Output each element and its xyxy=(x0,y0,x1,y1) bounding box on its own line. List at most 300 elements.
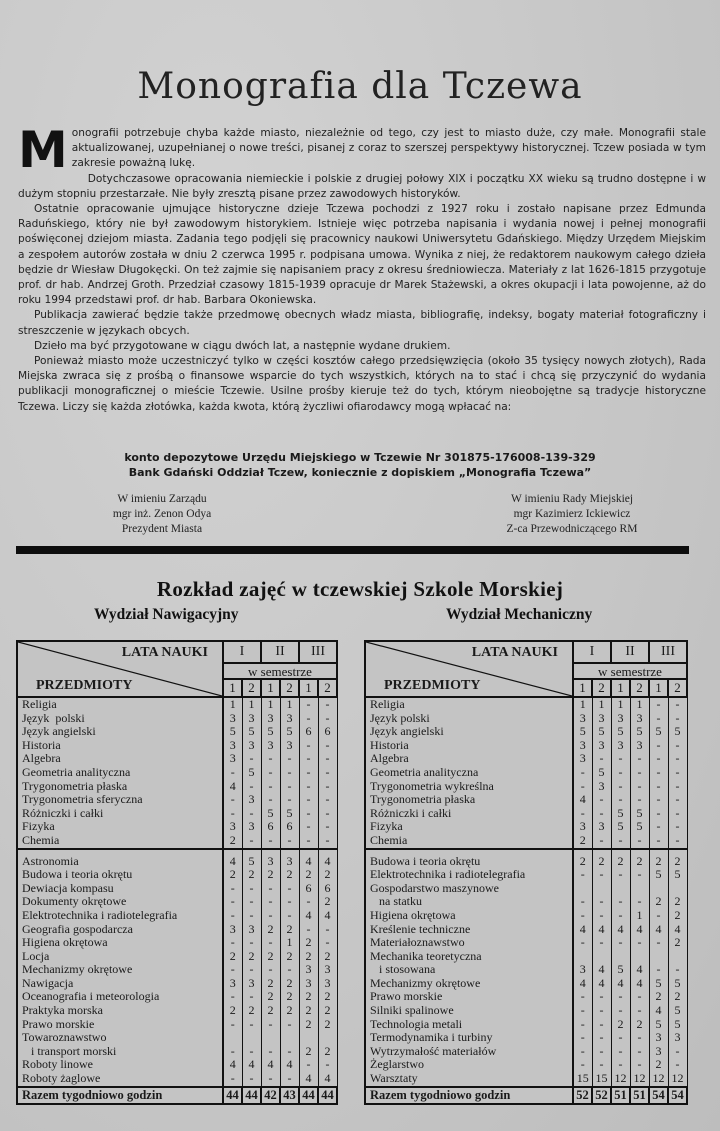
hours-cell: 2 xyxy=(223,868,242,882)
hours-cell: 2 xyxy=(280,950,299,964)
hours-cell: - xyxy=(242,807,261,821)
table-row xyxy=(17,752,337,766)
hours-cell: - xyxy=(630,990,649,1004)
hours-cell xyxy=(280,1031,299,1045)
hours-cell: - xyxy=(318,820,337,834)
hours-cell: 2 xyxy=(242,950,261,964)
semester-number: 2 xyxy=(592,679,611,697)
hours-cell: - xyxy=(630,780,649,794)
hours-cell: 2 xyxy=(318,950,337,964)
hours-cell: 3 xyxy=(592,820,611,834)
hours-cell: 4 xyxy=(592,963,611,977)
hours-cell: - xyxy=(299,923,318,937)
table-row xyxy=(17,739,337,753)
hours-cell: 4 xyxy=(573,923,592,937)
hours-cell: - xyxy=(611,990,630,1004)
hours-cell xyxy=(318,1031,337,1045)
hours-cell xyxy=(649,950,668,964)
hours-cell: 5 xyxy=(630,820,649,834)
hours-cell: - xyxy=(280,780,299,794)
table-row xyxy=(17,1031,337,1045)
total-cell: 51 xyxy=(630,1087,649,1104)
table-row xyxy=(17,712,337,726)
hours-cell: 3 xyxy=(592,739,611,753)
hours-cell: 5 xyxy=(649,977,668,991)
signature-right: W imieniu Rady Miejskiej mgr Kazimierz Ickiewicz Z-ca Przewodniczącego RM xyxy=(506,493,638,535)
faculty-title-mechanical: Wydział Mechaniczny xyxy=(446,606,593,623)
hours-cell: - xyxy=(573,895,592,909)
przedmioty-label: PRZEDMIOTY xyxy=(384,678,481,693)
hours-cell: 4 xyxy=(592,923,611,937)
table-row xyxy=(365,807,687,821)
hours-cell: - xyxy=(611,868,630,882)
table-row xyxy=(365,990,687,1004)
hours-cell: - xyxy=(318,712,337,726)
hours-cell: 4 xyxy=(242,1058,261,1072)
subject-name: Elektrotechnika i radiotelegrafia xyxy=(365,868,573,882)
schedule-title: Rozkład zajęć w tczewskiej Szkole Morskiej xyxy=(156,577,564,601)
hours-cell: 2 xyxy=(649,895,668,909)
subject-name: Fizyka xyxy=(17,820,223,834)
hours-cell: - xyxy=(299,1058,318,1072)
hours-cell: 5 xyxy=(573,725,592,739)
hours-cell: - xyxy=(318,1058,337,1072)
hours-cell: - xyxy=(668,963,687,977)
hours-cell: - xyxy=(611,1045,630,1059)
hours-cell: 2 xyxy=(668,909,687,923)
hours-cell: 2 xyxy=(223,834,242,849)
hours-cell: - xyxy=(299,793,318,807)
hours-cell: 2 xyxy=(261,990,280,1004)
hours-cell: 3 xyxy=(630,739,649,753)
hours-cell: - xyxy=(630,868,649,882)
hours-cell: - xyxy=(611,1004,630,1018)
hours-cell: 2 xyxy=(630,855,649,869)
hours-cell: 2 xyxy=(242,1004,261,1018)
hours-cell: 15 xyxy=(592,1072,611,1087)
hours-cell xyxy=(573,882,592,896)
semester-number: 2 xyxy=(630,679,649,697)
hours-cell: 5 xyxy=(242,725,261,739)
hours-cell: - xyxy=(611,895,630,909)
hours-cell: - xyxy=(299,739,318,753)
subject-name: Trygonometria płaska xyxy=(17,780,223,794)
hours-cell: - xyxy=(242,882,261,896)
hours-cell: - xyxy=(668,697,687,712)
hours-cell xyxy=(611,950,630,964)
hours-cell: - xyxy=(261,936,280,950)
hours-cell: 3 xyxy=(223,712,242,726)
hours-cell: 2 xyxy=(611,855,630,869)
hours-cell: - xyxy=(280,834,299,849)
hours-cell: 2 xyxy=(318,1018,337,1032)
hours-cell: 1 xyxy=(611,697,630,712)
hours-cell: - xyxy=(318,793,337,807)
hours-cell: - xyxy=(668,766,687,780)
hours-cell: 4 xyxy=(649,1004,668,1018)
hours-cell: - xyxy=(630,936,649,950)
table-row xyxy=(17,725,337,739)
table-row xyxy=(17,820,337,834)
semester-label: w semestrze xyxy=(223,663,337,679)
hours-cell: 4 xyxy=(223,855,242,869)
hours-cell: 5 xyxy=(280,725,299,739)
account-number: konto depozytowe Urzędu Miejskiego w Tczewie Nr 301875-176008-139-329 xyxy=(124,451,596,464)
table-row xyxy=(365,936,687,950)
hours-cell: 4 xyxy=(630,923,649,937)
hours-cell: 6 xyxy=(280,820,299,834)
semester-number: 1 xyxy=(261,679,280,697)
faculty-title-navigation: Wydział Nawigacyjny xyxy=(94,606,239,623)
table-row xyxy=(365,766,687,780)
hours-cell: 2 xyxy=(630,1018,649,1032)
hours-cell: 4 xyxy=(318,909,337,923)
hours-cell: 4 xyxy=(649,923,668,937)
table-row xyxy=(17,950,337,964)
article-paragraph: Dotychczasowe opracowania niemieckie i polskie z drugiej połowy XIX i początku XX wieku są trudno dostępne i w dużym stopniu przestarzałe. Nie były zresztą pisane przez zawodowych historyków. xyxy=(18,172,706,200)
table-row xyxy=(17,807,337,821)
hours-cell: - xyxy=(261,909,280,923)
article-body xyxy=(18,121,706,415)
hours-cell: 3 xyxy=(223,977,242,991)
hours-cell: - xyxy=(242,752,261,766)
hours-cell: - xyxy=(299,697,318,712)
lata-nauki-label: LATA NAUKI xyxy=(471,645,558,660)
hours-cell: - xyxy=(261,752,280,766)
hours-cell: 5 xyxy=(242,766,261,780)
hours-cell: 12 xyxy=(668,1072,687,1087)
hours-cell: 5 xyxy=(261,725,280,739)
subject-name: Gospodarstwo maszynowe xyxy=(365,882,573,896)
hours-cell: 2 xyxy=(261,1004,280,1018)
hours-cell: - xyxy=(630,1004,649,1018)
year-header: III xyxy=(649,641,687,663)
semester-number: 1 xyxy=(223,679,242,697)
hours-cell: 4 xyxy=(223,780,242,794)
hours-cell: - xyxy=(611,834,630,849)
subject-name: Locja xyxy=(17,950,223,964)
hours-cell: - xyxy=(242,936,261,950)
hours-cell: 3 xyxy=(318,977,337,991)
subject-name: Różniczki i całki xyxy=(17,807,223,821)
table-row xyxy=(17,936,337,950)
hours-cell: - xyxy=(668,807,687,821)
table-row xyxy=(365,895,687,909)
hours-cell: 1 xyxy=(280,936,299,950)
hours-cell: 4 xyxy=(630,977,649,991)
article-paragraph: Monografii potrzebuje chyba każde miasto, niezależnie od tego, czy jest to miasto duże, czy małe. Monografii stale aktualizowanej, uzupełnianej o nowe treści, pisanej z coraz to szerszej perspektywy historycznej. Tczew posiada w tym zakresie poważną lukę. xyxy=(18,121,706,179)
hours-cell: - xyxy=(299,895,318,909)
semester-label: w semestrze xyxy=(573,663,687,679)
hours-cell: - xyxy=(649,793,668,807)
table-row xyxy=(365,1072,687,1087)
hours-cell: - xyxy=(649,697,668,712)
semester-number: 1 xyxy=(299,679,318,697)
hours-cell: - xyxy=(223,766,242,780)
hours-cell: - xyxy=(649,780,668,794)
hours-cell: 2 xyxy=(318,895,337,909)
subject-name: Algebra xyxy=(365,752,573,766)
drop-cap: M xyxy=(18,121,68,179)
subject-name: Geometria analityczna xyxy=(17,766,223,780)
hours-cell: - xyxy=(592,793,611,807)
hours-cell: - xyxy=(630,766,649,780)
subject-name: Nawigacja xyxy=(17,977,223,991)
hours-cell: - xyxy=(299,834,318,849)
hours-cell: - xyxy=(299,780,318,794)
hours-cell: 3 xyxy=(280,855,299,869)
hours-cell: - xyxy=(668,752,687,766)
account-bank: Bank Gdański Oddział Tczew, koniecznie z dopiskiem „Monografia Tczewa” xyxy=(128,466,592,479)
table-row xyxy=(17,977,337,991)
hours-cell: - xyxy=(318,766,337,780)
schedule-table-mechanical xyxy=(364,640,688,1105)
hours-cell: 4 xyxy=(299,909,318,923)
hours-cell: - xyxy=(649,752,668,766)
hours-cell: 5 xyxy=(592,766,611,780)
hours-cell: - xyxy=(299,820,318,834)
total-cell: 54 xyxy=(668,1087,687,1104)
semester-number: 1 xyxy=(649,679,668,697)
table-row xyxy=(365,780,687,794)
hours-cell xyxy=(649,882,668,896)
table-row xyxy=(17,882,337,896)
hours-cell: - xyxy=(318,834,337,849)
hours-cell: - xyxy=(261,793,280,807)
hours-cell: - xyxy=(573,909,592,923)
hours-cell: 5 xyxy=(668,977,687,991)
hours-cell: 2 xyxy=(280,868,299,882)
hours-cell: - xyxy=(223,990,242,1004)
przedmioty-label: PRZEDMIOTY xyxy=(36,678,133,693)
subject-name: Mechanizmy okrętowe xyxy=(17,963,223,977)
hours-cell: - xyxy=(630,834,649,849)
hours-cell: 2 xyxy=(223,1004,242,1018)
hours-cell: 5 xyxy=(592,725,611,739)
hours-cell: - xyxy=(261,882,280,896)
subject-name: Technologia metali xyxy=(365,1018,573,1032)
hours-cell: - xyxy=(242,1018,261,1032)
hours-cell: 12 xyxy=(611,1072,630,1087)
total-row xyxy=(17,1087,337,1104)
hours-cell: 2 xyxy=(280,923,299,937)
hours-cell: - xyxy=(649,820,668,834)
subject-name: Geometria analityczna xyxy=(365,766,573,780)
hours-cell xyxy=(611,882,630,896)
hours-cell: 4 xyxy=(299,855,318,869)
table-row xyxy=(365,923,687,937)
subject-name: Budowa i teoria okrętu xyxy=(365,855,573,869)
table-row xyxy=(365,1018,687,1032)
hours-cell: - xyxy=(573,1004,592,1018)
hours-cell: - xyxy=(573,1018,592,1032)
hours-cell: 12 xyxy=(630,1072,649,1087)
total-cell: 44 xyxy=(223,1087,242,1104)
hours-cell: - xyxy=(649,766,668,780)
subject-name: Oceanografia i meteorologia xyxy=(17,990,223,1004)
hours-cell: - xyxy=(573,766,592,780)
hours-cell: - xyxy=(223,793,242,807)
hours-cell: - xyxy=(318,807,337,821)
hours-cell xyxy=(592,950,611,964)
total-cell: 44 xyxy=(318,1087,337,1104)
hours-cell: 3 xyxy=(573,963,592,977)
table-row xyxy=(365,725,687,739)
subject-name: Dokumenty okrętowe xyxy=(17,895,223,909)
hours-cell: - xyxy=(649,807,668,821)
semester-number: 1 xyxy=(611,679,630,697)
hours-cell: 6 xyxy=(318,725,337,739)
bank-account-info xyxy=(0,450,720,480)
hours-cell: 4 xyxy=(592,977,611,991)
hours-cell: - xyxy=(223,909,242,923)
total-cell: 52 xyxy=(573,1087,592,1104)
subject-name: Astronomia xyxy=(17,855,223,869)
hours-cell: 5 xyxy=(611,963,630,977)
hours-cell: 5 xyxy=(242,855,261,869)
hours-cell: - xyxy=(280,882,299,896)
hours-cell: - xyxy=(261,780,280,794)
hours-cell: 3 xyxy=(299,963,318,977)
subject-name: Higiena okrętowa xyxy=(17,936,223,950)
table-row xyxy=(17,909,337,923)
hours-cell: 2 xyxy=(261,868,280,882)
hours-cell: 4 xyxy=(611,977,630,991)
hours-cell: 6 xyxy=(299,725,318,739)
hours-cell: - xyxy=(668,820,687,834)
hours-cell: 3 xyxy=(649,1031,668,1045)
hours-cell: - xyxy=(223,895,242,909)
hours-cell: - xyxy=(611,1058,630,1072)
hours-cell: - xyxy=(592,1045,611,1059)
table-row xyxy=(365,1045,687,1059)
subject-name: Roboty linowe xyxy=(17,1058,223,1072)
hours-cell: - xyxy=(649,936,668,950)
hours-cell: 3 xyxy=(668,1031,687,1045)
subject-name: Historia xyxy=(17,739,223,753)
hours-cell: - xyxy=(592,990,611,1004)
hours-cell: 2 xyxy=(299,990,318,1004)
hours-cell: 2 xyxy=(318,990,337,1004)
hours-cell xyxy=(668,882,687,896)
total-cell: 51 xyxy=(611,1087,630,1104)
hours-cell: - xyxy=(630,1058,649,1072)
year-header: I xyxy=(573,641,611,663)
table-row xyxy=(365,739,687,753)
hours-cell: 5 xyxy=(668,1004,687,1018)
hours-cell: - xyxy=(573,990,592,1004)
table-row xyxy=(17,766,337,780)
hours-cell: 5 xyxy=(668,1018,687,1032)
hours-cell: 2 xyxy=(611,1018,630,1032)
hours-cell: - xyxy=(630,1045,649,1059)
hours-cell: - xyxy=(242,1072,261,1087)
hours-cell: - xyxy=(592,834,611,849)
hours-cell xyxy=(668,950,687,964)
total-cell: 52 xyxy=(592,1087,611,1104)
hours-cell: - xyxy=(668,780,687,794)
subject-name: Algebra xyxy=(17,752,223,766)
hours-cell: - xyxy=(592,868,611,882)
hours-cell: - xyxy=(611,793,630,807)
subject-name: i transport morski xyxy=(17,1045,223,1059)
hours-cell: 4 xyxy=(668,923,687,937)
hours-cell: 1 xyxy=(280,697,299,712)
hours-cell: - xyxy=(630,1031,649,1045)
hours-cell: - xyxy=(280,1018,299,1032)
table-row xyxy=(365,1058,687,1072)
hours-cell: - xyxy=(280,1045,299,1059)
hours-cell: 4 xyxy=(573,793,592,807)
subject-name: Żeglarstwo xyxy=(365,1058,573,1072)
hours-cell: - xyxy=(242,834,261,849)
subject-name: Różniczki i całki xyxy=(365,807,573,821)
hours-cell: 2 xyxy=(668,895,687,909)
table-row xyxy=(365,1004,687,1018)
hours-cell: 2 xyxy=(261,950,280,964)
hours-cell: 5 xyxy=(223,725,242,739)
semester-number: 2 xyxy=(242,679,261,697)
hours-cell: - xyxy=(611,909,630,923)
hours-cell: 2 xyxy=(242,868,261,882)
hours-cell: 2 xyxy=(280,977,299,991)
hours-cell: 2 xyxy=(299,1045,318,1059)
hours-cell: 2 xyxy=(261,923,280,937)
hours-cell xyxy=(630,882,649,896)
header-row-years xyxy=(365,641,687,663)
total-cell: 44 xyxy=(299,1087,318,1104)
header-diagonal-cell xyxy=(17,641,223,697)
hours-cell: 2 xyxy=(280,990,299,1004)
hours-cell: - xyxy=(299,712,318,726)
article-title: Monografia dla Tczewa xyxy=(137,66,583,107)
hours-cell: 3 xyxy=(242,793,261,807)
hours-cell: - xyxy=(261,766,280,780)
hours-cell: 3 xyxy=(261,712,280,726)
subject-name: Geografia gospodarcza xyxy=(17,923,223,937)
hours-cell: - xyxy=(592,1004,611,1018)
hours-cell: - xyxy=(299,766,318,780)
hours-cell xyxy=(630,950,649,964)
subject-name: Prawo morskie xyxy=(365,990,573,1004)
table-row xyxy=(17,697,337,712)
table-row xyxy=(17,834,337,849)
hours-cell: - xyxy=(242,895,261,909)
hours-cell: - xyxy=(592,1018,611,1032)
hours-cell: 15 xyxy=(573,1072,592,1087)
semester-number: 2 xyxy=(318,679,337,697)
subject-name: Trygonometria wykreślna xyxy=(365,780,573,794)
hours-cell: - xyxy=(318,752,337,766)
table-row xyxy=(365,950,687,964)
year-header: I xyxy=(223,641,261,663)
hours-cell: - xyxy=(242,990,261,1004)
subject-name: Fizyka xyxy=(365,820,573,834)
header-row-years xyxy=(17,641,337,663)
hours-cell: - xyxy=(242,909,261,923)
hours-cell: - xyxy=(573,936,592,950)
schedule-table-navigation xyxy=(16,640,338,1105)
hours-cell: 5 xyxy=(649,868,668,882)
hours-cell: - xyxy=(223,882,242,896)
subject-name: na statku xyxy=(365,895,573,909)
section-divider xyxy=(16,546,689,554)
hours-cell: 4 xyxy=(318,1072,337,1087)
table-row xyxy=(17,990,337,1004)
hours-cell: 1 xyxy=(242,697,261,712)
hours-cell: 3 xyxy=(223,739,242,753)
year-header: II xyxy=(261,641,299,663)
